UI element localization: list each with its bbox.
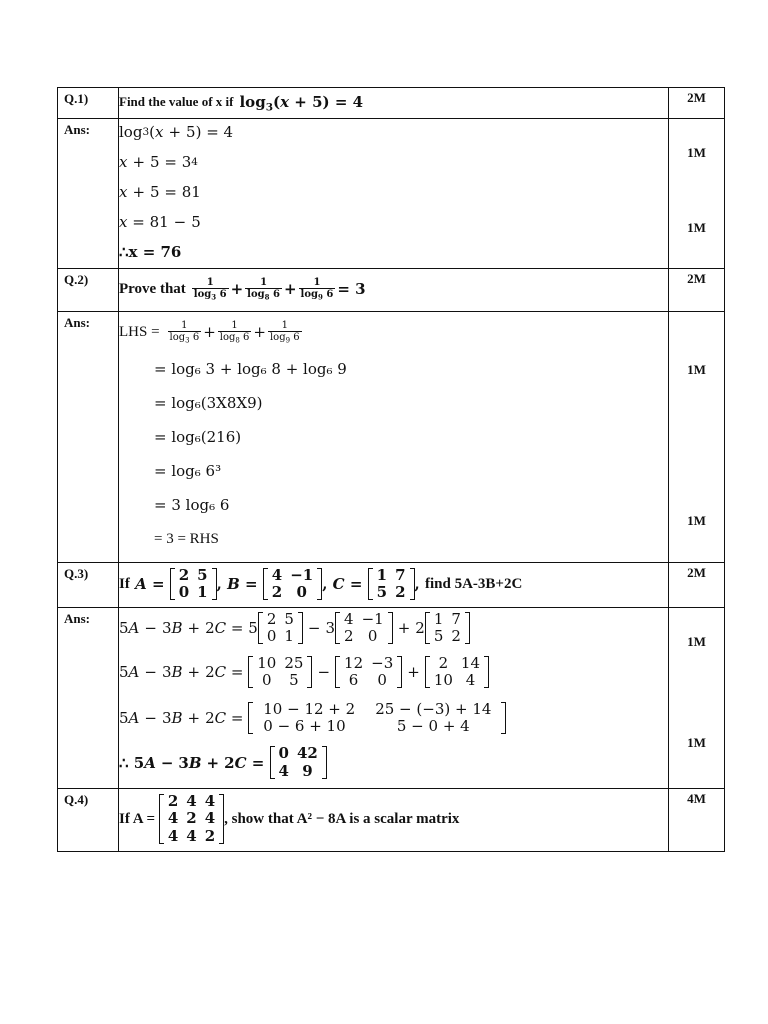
answer-label: Ans: <box>58 312 119 563</box>
question-text: If <box>119 575 130 592</box>
question-label: Q.2) <box>58 269 119 312</box>
lhs-expression: $\frac{1}{\log_3 6}$ + $\frac{1}{\log_8 6}$ + $\frac{1}{\log_9 6}$ <box>169 319 300 345</box>
marks: 2M <box>669 88 725 119</box>
answer-step: = log₆(216) <box>154 428 242 446</box>
answer-step: x + 5 = 3 4 <box>119 153 198 171</box>
question-label: Q.3) <box>58 563 119 608</box>
matrix-b: 4 −1 2 0 <box>263 567 322 602</box>
marks: 1M 1M <box>669 119 725 269</box>
question-3: If A = 2 5 0 1 , B = 4 −1 2 0 , C = 1 7 5 2 , find 5A-3B+2C <box>119 563 669 608</box>
matrix-a: 2 4 4 4 2 4 4 4 2 <box>159 793 224 845</box>
question-1 <box>119 88 669 119</box>
question-2 <box>119 269 669 312</box>
marks: 2M <box>669 563 725 608</box>
answer-step: x = 81 − 5 <box>119 213 201 231</box>
question-text: If A = <box>119 810 156 827</box>
answer-step: = log₆ 6³ <box>154 462 222 480</box>
answer-1 <box>119 119 669 269</box>
answer-result: ∴ 5 A − 3 B + 2 C = 0 42 4 9 <box>119 740 668 785</box>
marks: 2M <box>669 269 725 312</box>
question-answer-table <box>57 87 725 852</box>
answer-step: 5 A − 3 B + 2 C = 10 25 0 5 − 12 −3 6 0 + 2 14 10 4 <box>119 648 668 696</box>
matrix-a: 2 5 0 1 <box>170 567 217 602</box>
question-math: $\log_3(x + 5) = 4$ <box>239 93 364 114</box>
answer-3 <box>119 608 669 789</box>
answer-result: ∴x = 76 <box>119 243 182 261</box>
marks: 4M <box>669 789 725 852</box>
question-4 <box>119 789 669 852</box>
question-text-suffix: , show that A² − 8A is a scalar matrix <box>224 810 460 827</box>
answer-step: = log₆ 3 + log₆ 8 + log₆ 9 <box>154 360 347 378</box>
answer-label: Ans: <box>58 608 119 789</box>
lhs-label: LHS = <box>119 323 160 340</box>
question-text: Prove that <box>119 280 186 297</box>
question-text-suffix: find 5A-3B+2C <box>424 575 523 592</box>
answer-step: = log₆(3X8X9) <box>154 394 263 412</box>
answer-label: Ans: <box>58 119 119 269</box>
answer-step: log 3 ( x + 5) = 4 <box>119 123 234 141</box>
question-label: Q.4) <box>58 789 119 852</box>
question-text: Find the value of x if <box>119 94 234 109</box>
marks: 1M 1M <box>669 608 725 789</box>
answer-result: = 3 = RHS <box>154 530 219 547</box>
answer-step: = 3 log₆ 6 <box>154 496 230 514</box>
answer-step: 5 A − 3 B + 2 C = 5 2 5 0 1 − 3 4 −1 2 0 + 2 1 7 5 2 <box>119 608 668 648</box>
answer-step: x + 5 = 81 <box>119 183 201 201</box>
question-label: Q.1) <box>58 88 119 119</box>
matrix-c: 1 7 5 2 <box>368 567 415 602</box>
answer-2 <box>119 312 669 563</box>
question-math: $\frac{1}{\log_3 6}$ + $\frac{1}{\log_8 6}$ + $\frac{1}{\log_9 6}$ = 3 <box>193 276 366 302</box>
answer-step: 5 A − 3 B + 2 C = 10 − 12 + 2 25 − (−3) + 14 0 − 6 + 10 5 − 0 + 4 <box>119 696 668 740</box>
marks: 1M 1M <box>669 312 725 563</box>
